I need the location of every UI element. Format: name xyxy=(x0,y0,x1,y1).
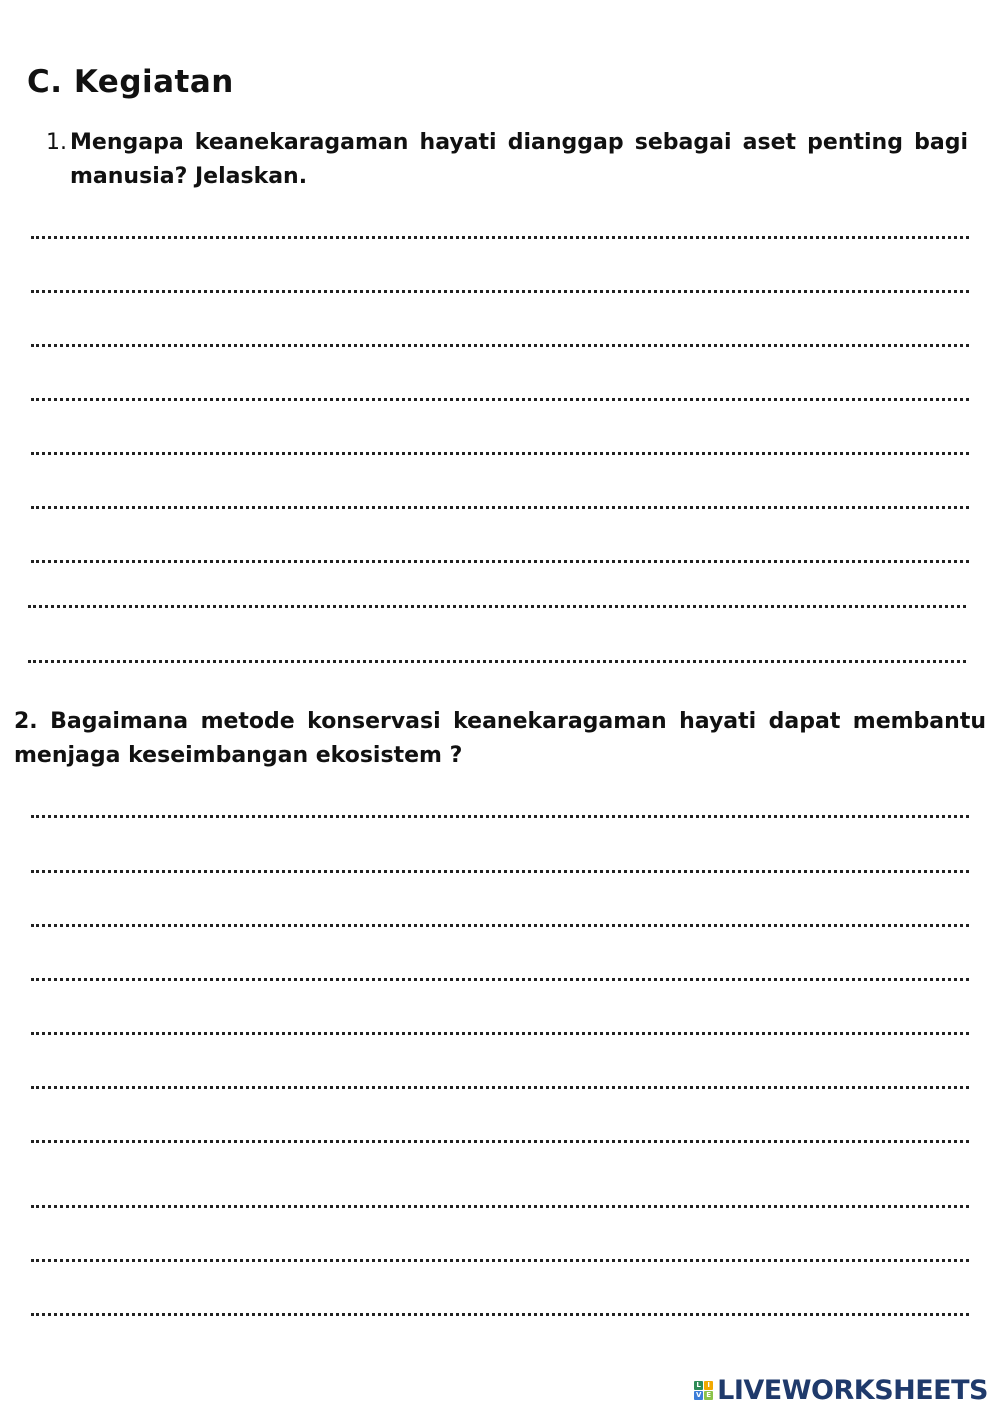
question-1 xyxy=(46,126,968,194)
answer-line[interactable] xyxy=(31,290,969,293)
logo-letter: I xyxy=(704,1381,713,1390)
answer-line[interactable] xyxy=(31,1140,969,1143)
answer-line[interactable] xyxy=(31,1205,969,1208)
answer-line[interactable] xyxy=(31,506,969,509)
question-2-text: 2. Bagaimana metode konservasi keanekaragaman hayati dapat membantu menjaga keseimbangan ekosistem ? xyxy=(14,709,986,768)
logo-letter: V xyxy=(695,1390,702,1399)
logo-letter: L xyxy=(694,1381,703,1390)
answer-line[interactable] xyxy=(31,978,969,981)
answer-line[interactable] xyxy=(31,1313,969,1316)
question-1-number: 1. xyxy=(46,130,67,155)
answer-line[interactable] xyxy=(28,605,966,608)
answer-line[interactable] xyxy=(31,344,969,347)
answer-line[interactable] xyxy=(31,1032,969,1035)
answer-line[interactable] xyxy=(31,452,969,455)
liveworksheets-icon xyxy=(694,1381,713,1400)
liveworksheets-logo xyxy=(694,1372,988,1408)
answer-line[interactable] xyxy=(28,660,966,663)
answer-line[interactable] xyxy=(31,924,969,927)
answer-line[interactable] xyxy=(31,398,969,401)
section-title: C. Kegiatan xyxy=(27,64,234,100)
answer-line[interactable] xyxy=(31,1086,969,1089)
liveworksheets-wordmark: LIVEWORKSHEETS xyxy=(717,1374,988,1406)
answer-line[interactable] xyxy=(31,870,969,873)
answer-line[interactable] xyxy=(31,1259,969,1262)
question-1-text: Mengapa keanekaragaman hayati dianggap sebagai aset penting bagi manusia? Jelaskan. xyxy=(70,130,968,189)
answer-line[interactable] xyxy=(31,815,969,818)
answer-line[interactable] xyxy=(31,236,969,239)
logo-letter: E xyxy=(704,1391,713,1400)
answer-line[interactable] xyxy=(31,560,969,563)
